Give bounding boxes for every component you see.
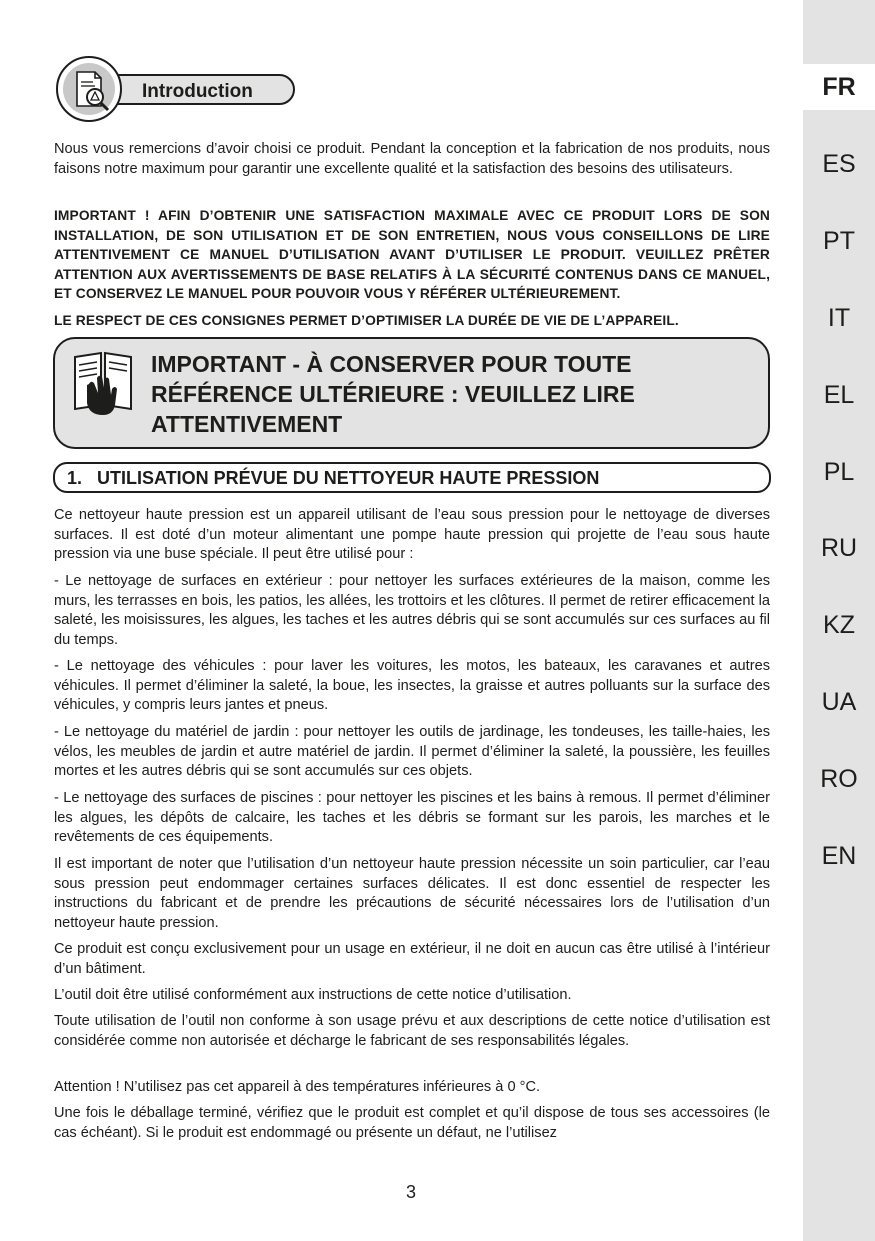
intro-paragraph: Nous vous remercions d’avoir choisi ce produit. Pendant la conception et la fabrication de nos produits, nous faisons notre maximum pour garantir une excellente qualité et la satisfaction des besoins des utilisateurs.: [54, 141, 770, 177]
section-paragraph: Ce produit est conçu exclusivement pour un usage en extérieur, il ne doit en aucun cas être utilisé à l’intérieur d’un bâtiment.: [54, 941, 770, 977]
lang-tab-en[interactable]: EN: [821, 842, 857, 870]
important-notice: IMPORTANT ! AFIN D’OBTENIR UNE SATISFACTION MAXIMALE AVEC CE PRODUIT LORS DE SON INSTALLATION, DE SON UTILISATION ET DE SON ENTRETIEN, NOUS VOUS CONSEILLONS DE LIRE ATTENTIVEMENT CE MANUEL D’UTILISATION AVANT D’UTILISER LE PRODUIT. VEUILLEZ PRÊTER ATTENTION AUX AVERTISSEMENTS DE BASE RELATIFS À LA SÉCURITÉ CONTENUS DANS CE MANUEL, ET CONSERVEZ LE MANUEL POUR POUVOIR VOUS Y RÉFÉRER ULTÉRIEUREMENT.: [54, 208, 770, 301]
section-paragraph: - Le nettoyage des surfaces de piscines : pour nettoyer les piscines et les bains à remous. Il permet d’éliminer les algues, les dépôts de calcaire, les taches et les débris se formant sur les parois, les marches et le revêtements de ces équipements.: [54, 790, 770, 845]
lang-tab-el[interactable]: EL: [823, 381, 855, 409]
page-number: 3: [405, 1182, 416, 1202]
section-paragraph: L’outil doit être utilisé conformément aux instructions de cette notice d’utilisation.: [54, 987, 572, 1003]
lang-tab-pl[interactable]: PL: [823, 458, 855, 486]
lang-tab-kz[interactable]: KZ: [823, 611, 855, 639]
lang-tab-ua[interactable]: UA: [821, 688, 857, 716]
section-paragraph: - Le nettoyage du matériel de jardin : pour nettoyer les outils de jardinage, les tondeuses, les taille-haies, les vélos, les meubles de jardin et autre matériel de jardin. Il permet d’éliminer la saleté, la poussière, les feuilles mortes et les autres débris qui se sont accumulés sur ces objets.: [54, 724, 770, 779]
lifetime-notice: LE RESPECT DE CES CONSIGNES PERMET D’OPTIMISER LA DURÉE DE VIE DE L’APPAREIL.: [54, 313, 679, 328]
lang-tab-es[interactable]: ES: [822, 150, 856, 178]
section-1-title: 1. UTILISATION PRÉVUE DU NETTOYEUR HAUTE PRESSION: [67, 468, 600, 488]
lang-tab-it[interactable]: IT: [827, 304, 851, 332]
keep-for-reference-title: IMPORTANT - À CONSERVER POUR TOUTE RÉFÉRENCE ULTÉRIEURE : VEUILLEZ LIRE ATTENTIVEMENT: [151, 351, 635, 437]
intro-label: Introduction: [142, 81, 253, 102]
lang-tab-fr[interactable]: FR: [803, 64, 875, 110]
section-paragraph: Ce nettoyeur haute pression est un appareil utilisant de l’eau sous pression pour le nettoyage de diverses surfaces. Il est doté d’un moteur alimentant une pompe haute pression qui projette de l’eau sous haute pression via une buse spéciale. Il peut être utilisé pour :: [54, 507, 770, 562]
lang-tab-pt[interactable]: PT: [823, 227, 855, 255]
lang-tab-ro[interactable]: RO: [820, 765, 858, 793]
keep-for-reference-box: [53, 337, 770, 449]
section-paragraph: Une fois le déballage terminé, vérifiez que le produit est complet et qu’il dispose de tous ses accessoires (le cas échéant). Si le produit est endommagé ou présente un défaut, ne l’utilisez: [54, 1105, 770, 1141]
manual-warning-icon: [56, 56, 122, 122]
section-1-heading: [53, 462, 771, 493]
section-paragraph: Attention ! N’utilisez pas cet appareil à des températures inférieures à 0 °C.: [54, 1079, 541, 1095]
section-paragraph: - Le nettoyage de surfaces en extérieur : pour nettoyer les surfaces extérieures de la maison, comme les murs, les terrasses en bois, les patios, les allées, les trottoirs et les clôtures. Il permet de retirer efficacement la saleté, les moisissures, les algues, les taches et les autres débris qui se sont accumulés sur ces surfaces au fil du temps.: [54, 573, 770, 648]
section-paragraph: Il est important de noter que l’utilisation d’un nettoyeur haute pression nécessite un soin particulier, car l’eau sous pression peut endommager certaines surfaces délicates. Il est donc essentiel de respecter les instructions du fabricant et de prendre les précautions de sécurité nécessaires lors de l’utilisation d’un nettoyeur haute pression.: [54, 856, 770, 931]
lang-tab-ru[interactable]: RU: [820, 534, 858, 562]
section-paragraph: - Le nettoyage des véhicules : pour laver les voitures, les motos, les bateaux, les caravanes et autres véhicules. Il permet d’éliminer la saleté, la boue, les insectes, la graisse et autres polluants sur la surface des véhicules, y compris leurs jantes et pneus.: [54, 658, 770, 713]
language-sidebar: [803, 0, 875, 1241]
section-paragraph: Toute utilisation de l’outil non conforme à son usage prévu et aux descriptions de cette notice d’utilisation est considérée comme non autorisée et décharge le fabricant de ses responsabilités légales.: [54, 1013, 770, 1049]
read-manual-hand-icon: [71, 349, 135, 424]
